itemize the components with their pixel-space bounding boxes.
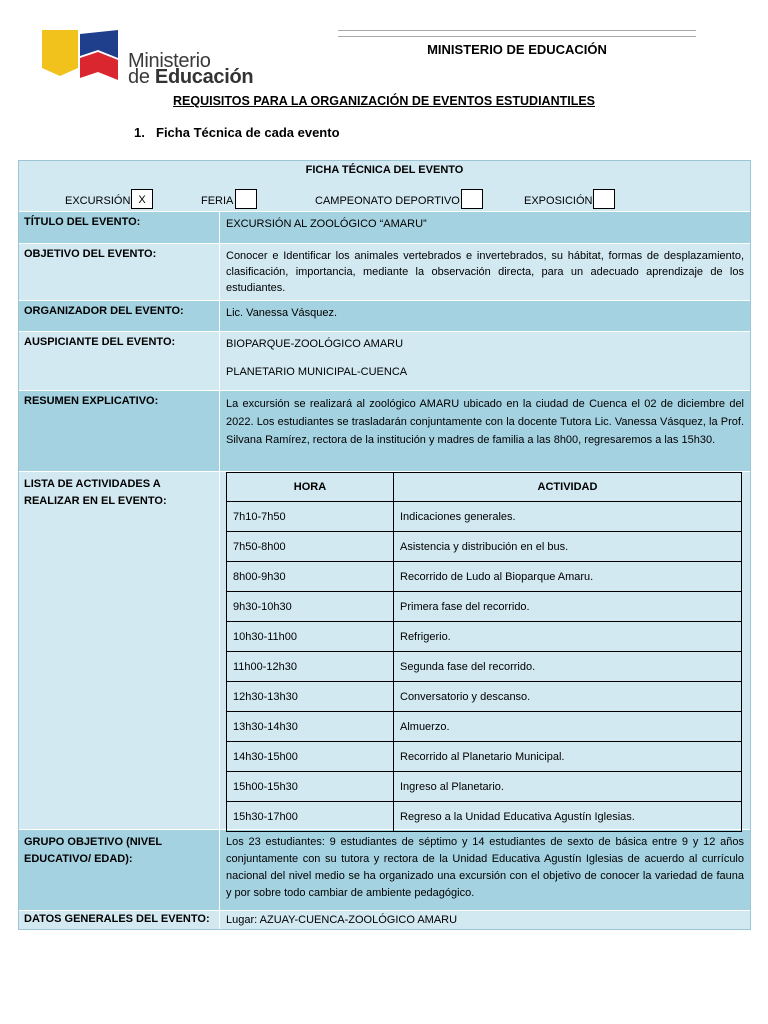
section-title: Ficha Técnica de cada evento [156, 125, 340, 140]
hora-header: HORA [227, 473, 394, 502]
activity-row [227, 652, 742, 682]
option-label-campeonato: CAMPEONATO DEPORTIVO [315, 195, 460, 207]
row-grupo [19, 829, 750, 910]
section-heading [134, 125, 340, 140]
activity-hora: 9h30-10h30 [227, 592, 394, 622]
row-objetivo [19, 243, 750, 300]
objetivo-value: Conocer e Identificar los animales vertebrados e invertebrados, su hábitat, formas de desplazamiento, clasificación, importancia, mediante la observación directa, para un adecuado aprendizaje de los estudiantes. [226, 250, 744, 294]
activity-actividad: Segunda fase del recorrido. [394, 652, 742, 682]
option-checkbox-exposicion[interactable] [593, 189, 615, 209]
auspiciante-value [220, 332, 750, 390]
datos-label: DATOS GENERALES DEL EVENTO: [19, 911, 220, 929]
grupo-value: Los 23 estudiantes: 9 estudiantes de séptimo y 14 estudiantes de sexto de básica entre 9 y 12 años conjuntamente con su tutora y rectora de la Unidad Educativa Agustín Iglesias de acuerdo al currículo nacional del nivel medio se ha organizado una excursión con el objetivo de conocer la variedad de fauna y por sobre todo cambiar de ambiente pedagógico. [226, 836, 744, 899]
activity-hora: 15h30-17h00 [227, 802, 394, 832]
activity-actividad: Primera fase del recorrido. [394, 592, 742, 622]
auspiciante-value-2: PLANETARIO MUNICIPAL-CUENCA [226, 366, 408, 378]
ministry-heading: MINISTERIO DE EDUCACIÓN [427, 42, 607, 57]
option-checkbox-campeonato[interactable] [461, 189, 483, 209]
logo-line-2 [128, 66, 253, 89]
activity-row [227, 802, 742, 832]
actividades-cell [220, 472, 750, 829]
activity-row [227, 622, 742, 652]
logo-line-2-prefix: de [128, 66, 155, 88]
option-checkbox-feria[interactable] [235, 189, 257, 209]
auspiciante-value-1: BIOPARQUE-ZOOLÓGICO AMARU [226, 338, 404, 350]
actividad-header: ACTIVIDAD [394, 473, 742, 502]
organizador-value: Lic. Vanessa Vásquez. [226, 307, 338, 319]
section-number: 1. [134, 125, 145, 140]
activity-hora: 7h10-7h50 [227, 502, 394, 532]
row-resumen [19, 390, 750, 471]
activity-hora: 8h00-9h30 [227, 562, 394, 592]
requirements-title: REQUISITOS PARA LA ORGANIZACIÓN DE EVENTOS ESTUDIANTILES [172, 94, 596, 108]
option-checkbox-excursion[interactable]: X [131, 189, 153, 209]
activity-actividad: Regreso a la Unidad Educativa Agustín Iglesias. [394, 802, 742, 832]
activity-row [227, 532, 742, 562]
activity-hora: 15h00-15h30 [227, 772, 394, 802]
titulo-label: TÍTULO DEL EVENTO: [19, 212, 220, 243]
activity-hora: 7h50-8h00 [227, 532, 394, 562]
objetivo-label: OBJETIVO DEL EVENTO: [19, 244, 220, 300]
activity-actividad: Asistencia y distribución en el bus. [394, 532, 742, 562]
activities-table [226, 472, 742, 832]
activity-row [227, 772, 742, 802]
ecuador-flag-emblem-icon [40, 28, 120, 88]
organizador-label: ORGANIZADOR DEL EVENTO: [19, 301, 220, 331]
resumen-label: RESUMEN EXPLICATIVO: [19, 391, 220, 471]
row-auspiciante [19, 331, 750, 390]
row-titulo [19, 211, 750, 243]
option-label-feria: FERIA [201, 195, 234, 207]
row-actividades [19, 471, 750, 829]
activity-actividad: Recorrido de Ludo al Bioparque Amaru. [394, 562, 742, 592]
grupo-label: GRUPO OBJETIVO (NIVEL EDUCATIVO/ EDAD): [19, 830, 220, 910]
activity-row [227, 562, 742, 592]
option-label-exposicion: EXPOSICIÓN [524, 195, 593, 207]
activity-row [227, 712, 742, 742]
activity-actividad: Indicaciones generales. [394, 502, 742, 532]
header-rule-1 [338, 30, 696, 31]
activity-row [227, 682, 742, 712]
activity-hora: 12h30-13h30 [227, 682, 394, 712]
option-label-excursion: EXCURSIÓN [65, 195, 131, 207]
activity-hora: 14h30-15h00 [227, 742, 394, 772]
header-rule-2 [338, 36, 696, 37]
activity-actividad: Refrigerio. [394, 622, 742, 652]
activity-row [227, 742, 742, 772]
activity-actividad: Ingreso al Planetario. [394, 772, 742, 802]
row-datos [19, 910, 750, 929]
sheet-header [19, 161, 750, 211]
auspiciante-label: AUSPICIANTE DEL EVENTO: [19, 332, 220, 390]
activity-hora: 10h30-11h00 [227, 622, 394, 652]
activity-actividad: Almuerzo. [394, 712, 742, 742]
logo-line-2-bold: Educación [154, 66, 254, 88]
sheet-title: FICHA TÉCNICA DEL EVENTO [305, 164, 464, 176]
row-organizador [19, 300, 750, 331]
activity-row [227, 502, 742, 532]
datos-value: Lugar: AZUAY-CUENCA-ZOOLÓGICO AMARU [226, 914, 458, 926]
actividades-label: LISTA DE ACTIVIDADES A REALIZAR EN EL EVENTO: [19, 472, 220, 829]
titulo-value: EXCURSIÓN AL ZOOLÓGICO “AMARU” [226, 218, 427, 230]
ministry-logo [40, 28, 260, 88]
logo-line-1: Ministerio [128, 50, 211, 72]
activity-hora: 11h00-12h30 [227, 652, 394, 682]
resumen-value: La excursión se realizará al zoológico AMARU ubicado en la ciudad de Cuenca el 02 de diciembre del 2022. Los estudiantes se trasladarán conjuntamente con la docente Tutora Lic. Vanessa Vásquez, la Prof. Silvana Ramírez, rectora de la institución y madres de familia a las 8h00, regresaremos a las 15h30. [226, 398, 744, 446]
activity-actividad: Conversatorio y descanso. [394, 682, 742, 712]
event-sheet [18, 160, 751, 930]
activity-row [227, 592, 742, 622]
activity-actividad: Recorrido al Planetario Municipal. [394, 742, 742, 772]
activity-hora: 13h30-14h30 [227, 712, 394, 742]
activities-header-row [227, 473, 742, 502]
